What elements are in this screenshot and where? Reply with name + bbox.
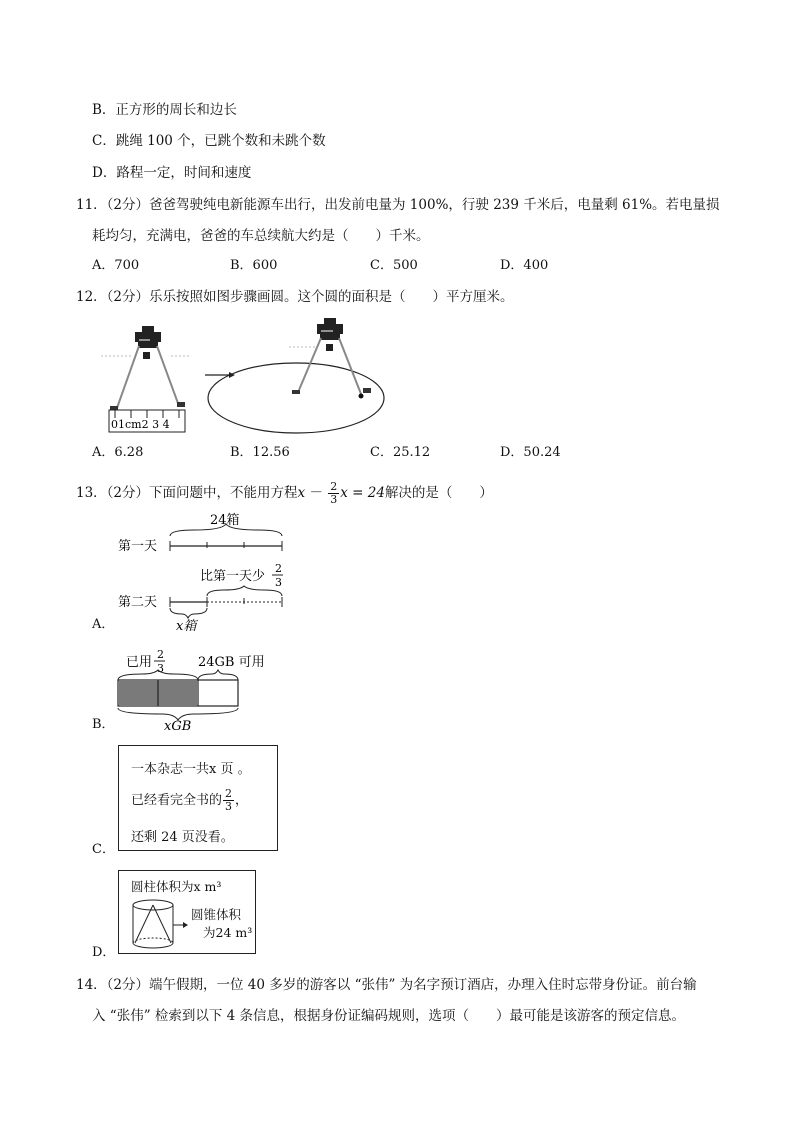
q13-option-d-letter: D． [92, 945, 116, 960]
q13-b-frac-den: 3 [157, 662, 164, 675]
q13-a-day1-label: 第一天 [118, 539, 158, 554]
q13-stem [76, 481, 493, 506]
q12-stem: 12．（2分）乐乐按照如图步骤画圆。这个圆的面积是（ ）平方厘米。 [76, 289, 514, 305]
q13-eq-rest: x = 24 [340, 485, 385, 501]
q11-option-a: A．700 [92, 258, 140, 273]
q13-d-volume-box [118, 870, 256, 954]
q13-eq-fraction: $\frac{2}{3}$ [330, 480, 338, 506]
q13-d-line1: 圆柱体积为x m³ [131, 879, 222, 894]
q13-c-line2: 已经看完全书的 $\frac{2}{3}$ ， [131, 787, 249, 813]
q11-stem-line1: 11．（2分）爸爸驾驶纯电新能源车出行，出发前电量为 100%，行驶 239 千米后，电量剩 61%。若电量损 [76, 197, 720, 213]
q13-eq-x: x [297, 485, 306, 501]
q10-option-c: C．跳绳 100 个，已跳个数和未跳个数 [92, 133, 326, 149]
q13-option-c-letter: C． [92, 842, 115, 857]
q14-stem-line1: 14．（2分）端午假期，一位 40 多岁的游客以 “张伟” 为名字预订酒店，办理入住时忘带身份证。前台输 [76, 977, 697, 993]
q13-b-storage-diagram [112, 646, 272, 732]
q13-c-fraction: $\frac{2}{3}$ [225, 787, 233, 813]
q13-a-frac-den: 3 [275, 576, 282, 589]
q11-stem-line2: 耗均匀，充满电，爸爸的车总续航大约是（ ）千米。 [92, 228, 430, 244]
q13-a-x-label: x箱 [176, 619, 197, 632]
q12-compass-figure [95, 318, 385, 438]
q12-option-c: C．25.12 [370, 445, 431, 460]
ruler [109, 410, 185, 432]
compass-left [101, 326, 189, 410]
q10-option-b: B．正方形的周长和边长 [92, 102, 237, 118]
q13-option-b-letter: B． [92, 717, 115, 732]
q12-option-b: B．12.56 [230, 445, 290, 460]
ruler-label: 01cm2 3 4 [111, 418, 170, 431]
q12-option-d: D．50.24 [500, 445, 561, 460]
q13-a-top-label: 24箱 [210, 513, 240, 528]
q13-a-frac-num: 2 [275, 562, 282, 575]
q13-a-segment-diagram [112, 510, 302, 632]
q14-stem-line2: 入 “张伟” 检索到以下 4 条信息，根据身份证编码规则，选项（ ）最可能是该游客的预定信息。 [92, 1008, 686, 1024]
q13-b-avail-label: 24GB 可用 [198, 655, 265, 670]
q13-a-day2-label: 第二天 [118, 595, 158, 610]
q10-option-d: D．路程一定，时间和速度 [92, 165, 252, 181]
q13-c-text-box [118, 745, 278, 851]
q13-option-a-letter: A． [92, 617, 115, 632]
q11-option-d: D．400 [500, 258, 549, 273]
q11-option-c: C．500 [370, 258, 418, 273]
q13-stem-suffix: 解决的是（ ） [384, 485, 493, 501]
q13-c-line1: 一本杂志一共x 页 。 [131, 762, 251, 777]
q13-d-cone-label1: 圆锥体积 [191, 907, 242, 922]
q13-b-used-label: 已用 [126, 655, 153, 670]
cylinder-cone-icon [129, 897, 189, 953]
q12-option-a: A．6.28 [92, 445, 144, 460]
q11-option-b: B．600 [230, 258, 278, 273]
q13-c-line3: 还剩 24 页没看。 [131, 830, 234, 845]
q13-d-cone-label2: 为24 m³ [203, 925, 253, 940]
q13-stem-prefix: 13．（2分）下面问题中，不能用方程 [76, 485, 298, 501]
q13-a-less-label: 比第一天少 [200, 569, 266, 584]
compass-right [208, 318, 384, 433]
q13-eq-minus: － [309, 485, 323, 501]
q13-b-frac-num: 2 [157, 648, 164, 661]
q13-b-x-label: xGB [164, 719, 192, 732]
